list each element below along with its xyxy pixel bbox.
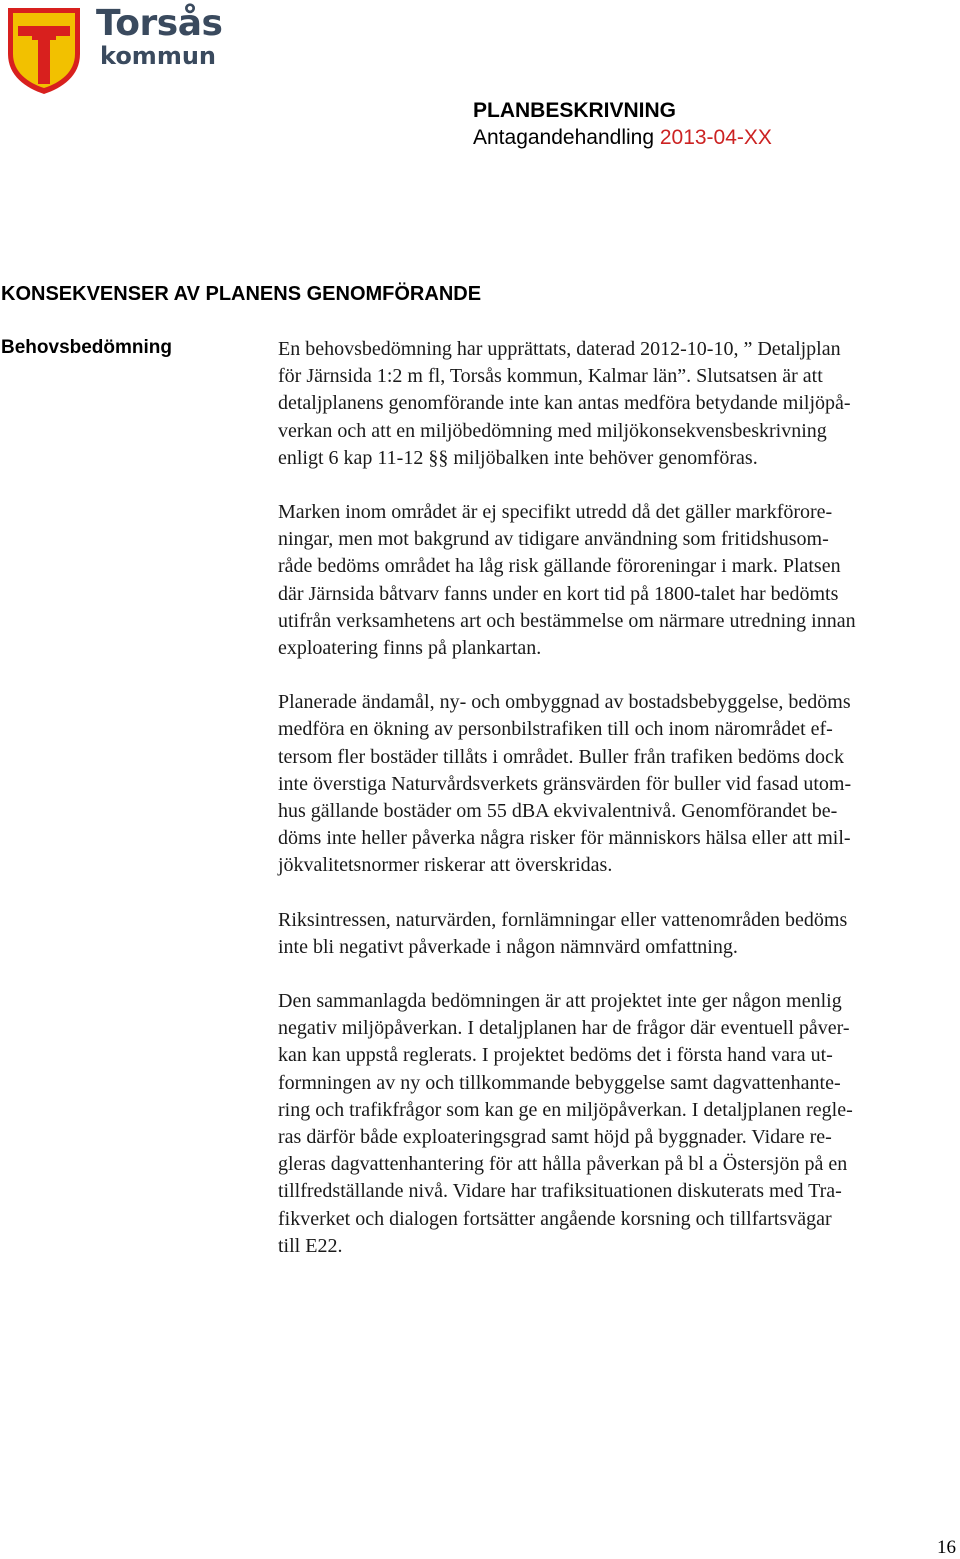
section-heading: KONSEKVENSER AV PLANENS GENOMFÖRANDE <box>1 283 482 305</box>
coat-of-arms-icon <box>4 4 84 96</box>
subtitle-prefix: Antagandehandling <box>473 126 660 149</box>
paragraph: Planerade ändamål, ny- och ombyggnad av bostadsbebyggelse, bedöms medföra en ökning av personbilstrafiken till och inom närområdet ef- tersom fler bostäder tillåts i området. Buller från trafiken bedöms dock inte överstiga Naturvårdsverkets gränsvärden för buller vid fasad utom- hus gällande bostäder om 55 dBA ekvivalentnivå. Genomförandet be- döms inte heller påverka några risker för människors hälsa eller att mil- jökvalitetsnormer riskerar att överskridas. <box>278 691 852 877</box>
subtitle-date: 2013-04-XX <box>659 126 772 149</box>
document-title: PLANBESKRIVNING <box>473 99 677 122</box>
paragraph: Marken inom området är ej specifikt utredd då det gäller markförore- ningar, men mot bakgrund av tidigare användning som fritidshusom- råde bedöms området ha låg risk gällande föroreningar i mark. Platsen där Järnsida båtvarv fanns under en kort tid på 1800-talet har bedömts utifrån verksamhetens art och bestämmelse om närmare utredning innan exploatering finns på plankartan. <box>278 501 856 660</box>
page-number: 16 <box>937 1537 956 1558</box>
paragraph: Riksintressen, naturvärden, fornlämningar eller vattenområden bedöms inte bli negativt påverkade i någon nämnvärd omfattning. <box>278 908 848 958</box>
torsas-kommun-logo <box>4 3 223 96</box>
paragraph: Den sammanlagda bedömningen är att projektet inte ger någon menlig negativ miljöpåverkan. I detaljplanen har de frågor där eventuell påver- kan kan uppstå reglerats. I projektet bedöms det i första hand vara ut- formningen av ny och tillkommande bebyggelse samt dagvattenhante- ring och trafikfrågor som kan ge en miljöpåverkan. I detaljplanen regle- ras därför både exploateringsgrad samt höjd på byggnader. Vidare re- gleras dagvattenhantering för att hålla påverkan på bl a Östersjön på en tillfredställande nivå. Vidare har trafiksituationen diskuterats med Tra- fikverket och dialogen fortsätter angående korsning och tillfartsvägar till E22. <box>278 990 853 1257</box>
paragraph: En behovsbedömning har upprättats, daterad 2012-10-10, ” Detaljplan för Järnsida 1:2 m fl, Torsås kommun, Kalmar län”. Slutsatsen är att detaljplanens genomförande inte kan antas medföra betydande miljöpå- verkan och att en miljöbedömning med miljökonsekvensbeskrivning enligt 6 kap 11-12 §§ miljöbalken inte behöver genomföras. <box>278 338 851 469</box>
document-subtitle <box>473 125 772 151</box>
side-heading: Behovsbedömning <box>1 337 173 358</box>
logo-subname: kommun <box>100 42 216 70</box>
logo-name: Torsås <box>96 3 223 44</box>
body-text <box>278 336 958 1287</box>
